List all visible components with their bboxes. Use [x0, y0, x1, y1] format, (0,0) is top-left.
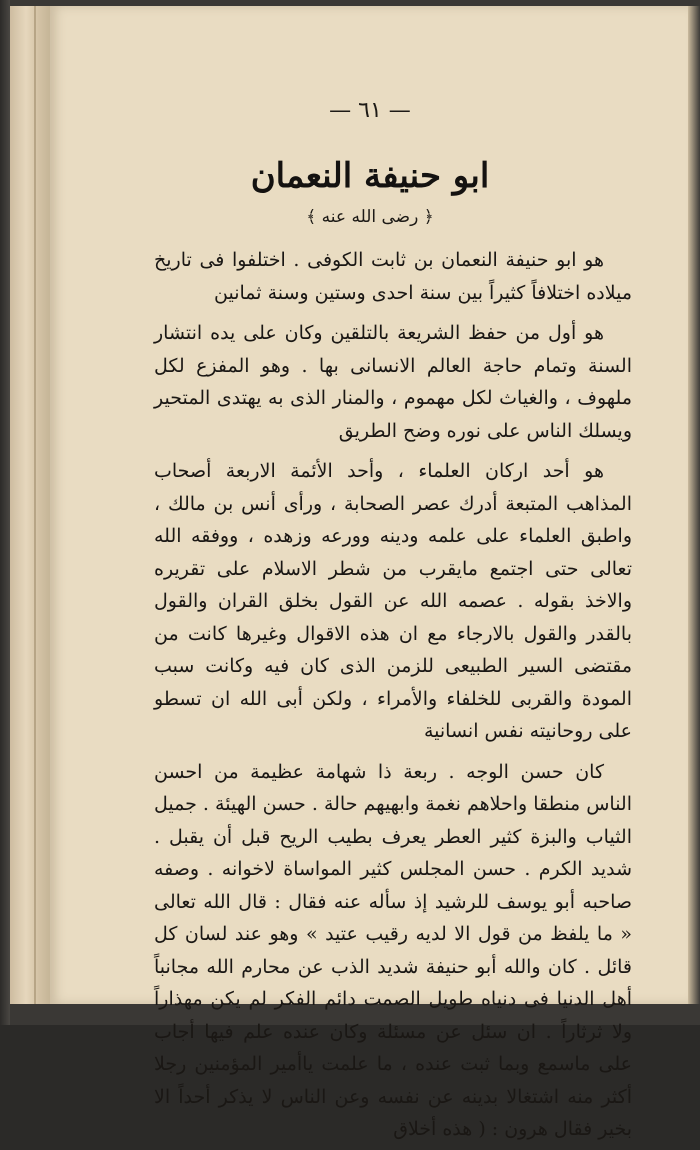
book-cover-edge — [0, 0, 10, 1025]
book-page — [50, 6, 690, 1140]
chapter-subtitle: ﴿ رضى الله عنه ﴾ — [306, 207, 434, 227]
paragraph-2: هو أول من حفظ الشريعة بالتلقين وكان على يده انتشار السنة وتمام حاجة العالم الانسانى بها . وهو المفزع لكل ملهوف ، والغياث لكل مهموم ، والمنار الذى به يهتدى المتحير ويسلك الناس على نوره وضح الطريق — [154, 322, 632, 442]
paragraph-3: هو أحد اركان العلماء ، وأحد الأئمة الاربعة أصحاب المذاهب المتبعة أدرك عصر الصحابة ، ورأى أنس بن مالك ، واطبق العلماء على علمه ودينه وورعه وزهده ، ووفقه الله تعالى حتى اجتمع مايقرب من شطر الاسلام على تقريره والاخذ بقوله . عصمه الله عن القول بخلق القران والقول بالقدر والقول بالارجاء مع ان هذه الاقوال وغيرها كانت من مقتضى السير الطبيعى للزمن الذى كان فيه وكانت سبب المودة والقربى للخلفاء والأمراء ، ولكن أبى الله ان تسطو على روحانيته نفس انسانية — [154, 460, 632, 742]
chapter-title: ابو حنيفة النعمان — [250, 156, 490, 196]
paragraph-4: كان حسن الوجه . ربعة ذا شهامة عظيمة من احسن الناس منطقا واحلاهم نغمة وابهيهم حالة . حسن الهيئة . جميل الثياب والبزة كثير العطر يعرف بطيب الريح قبل أن يقبل . شديد الكرم . حسن المجلس كثير المواساة لاخوانه . وصفه صاحبه أبو يوسف للرشيد إذ سأله عنه فقال : قال الله تعالى « ما يلفظ من قول الا لديه رقيب عتيد » وهو عند لسان كل قائل . كان والله أبو حنيفة شديد الذب عن محارم الله مجانباً أهل الدنيا فى دنياه طويل الصمت دائم الفكر لم يكن مهذاراً ولا ثرثاراً . ان سئل عن مسئلة وكان عنده علم فيها أجاب على ماسمع وبما ثبت عنده ، ما علمت ياأمير المؤمنين رجلا أكثر منه اشتغالا بدينه عن نفسه وعن الناس لا يذكر أحداً الا بخير فقال هرون : ( هذه أخلاق — [154, 760, 632, 1140]
page-right-edge — [688, 6, 700, 1004]
body-text — [154, 244, 632, 1150]
page-gutter — [10, 6, 50, 1004]
paragraph-1: هو ابو حنيفة النعمان بن ثابت الكوفى . اختلفوا فى تاريخ ميلاده اختلافاً كثيراً بين سنة احدى وستين وسنة ثمانين — [154, 249, 632, 304]
page-number: — ٦١ — — [329, 98, 411, 123]
